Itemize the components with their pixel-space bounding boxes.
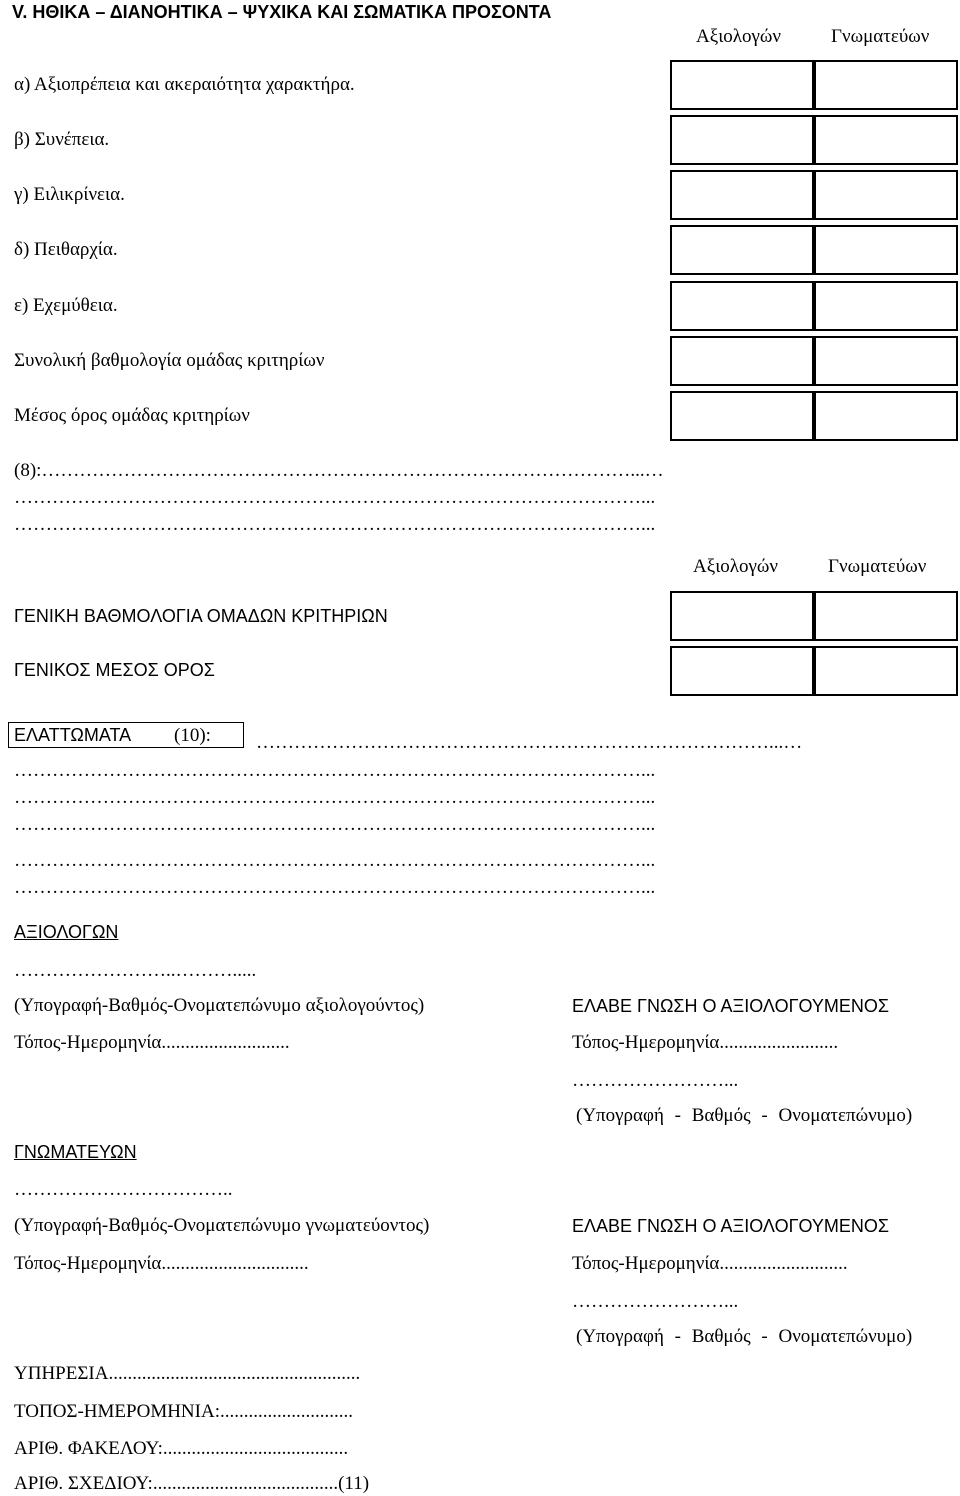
advisor-place-date[interactable]: Τόπος-Ημερομηνία............................... bbox=[14, 1253, 309, 1274]
faults-line6[interactable]: ………………………………………………………………………………………... bbox=[14, 877, 656, 898]
score-box-advisor-d[interactable] bbox=[814, 225, 958, 275]
score-box-evaluator-total[interactable] bbox=[670, 336, 814, 386]
advisor-ack-heading: ΕΛΑΒΕ ΓΝΩΣΗ Ο ΑΞΙΟΛΟΓΟΥΜΕΝΟΣ bbox=[572, 1216, 890, 1236]
score-box-advisor-c[interactable] bbox=[814, 170, 958, 220]
faults-line3[interactable]: ………………………………………………………………………………………... bbox=[14, 787, 656, 808]
advisor-ack-signature-line[interactable]: ……………………... bbox=[572, 1291, 739, 1312]
general-header-advisor: Γνωματεύων bbox=[828, 556, 927, 577]
score-box-evaluator-average[interactable] bbox=[670, 391, 814, 441]
score-box-evaluator-c[interactable] bbox=[670, 170, 814, 220]
note8-line2[interactable]: ………………………………………………………………………………………... bbox=[14, 487, 656, 508]
evaluator-signature-caption: (Υπογραφή-Βαθμός-Ονοματεπώνυμο αξιολογούντος) bbox=[14, 995, 425, 1016]
score-box-evaluator-d[interactable] bbox=[670, 225, 814, 275]
advisor-signature-caption: (Υπογραφή-Βαθμός-Ονοματεπώνυμο γνωματεύοντος) bbox=[14, 1215, 430, 1236]
criterion-c-label: γ) Ειλικρίνεια. bbox=[14, 184, 125, 205]
section-title: V. ΗΘΙΚΑ – ΔΙΑΝΟΗΤΙΚΑ – ΨΥΧΙΚΑ ΚΑΙ ΣΩΜΑΤΙΚΑ ΠΡΟΣΟΝΤΑ bbox=[12, 2, 552, 22]
column-header-evaluator: Αξιολογών bbox=[696, 26, 782, 47]
advisor-signature-line[interactable]: …………………………….. bbox=[14, 1179, 233, 1200]
advisor-heading: ΓΝΩΜΑΤΕΥΩΝ bbox=[14, 1142, 137, 1162]
group-average-label: Μέσος όρος ομάδας κριτηρίων bbox=[14, 405, 250, 426]
criterion-d-label: δ) Πειθαρχία. bbox=[14, 239, 118, 260]
general-average-box-evaluator[interactable] bbox=[670, 646, 814, 696]
evaluator-ack-place-date[interactable]: Τόπος-Ημερομηνία......................... bbox=[572, 1032, 839, 1053]
evaluator-ack-heading: ΕΛΑΒΕ ΓΝΩΣΗ Ο ΑΞΙΟΛΟΓΟΥΜΕΝΟΣ bbox=[572, 996, 890, 1016]
score-box-advisor-e[interactable] bbox=[814, 281, 958, 331]
general-average-label: ΓΕΝΙΚΟΣ ΜΕΣΟΣ ΟΡΟΣ bbox=[14, 660, 215, 680]
evaluator-ack-signature-line[interactable]: ……………………... bbox=[572, 1070, 739, 1091]
footer-place-date[interactable]: ΤΟΠΟΣ-ΗΜΕΡΟΜΗΝΙΑ:............................ bbox=[14, 1401, 353, 1422]
score-box-evaluator-a[interactable] bbox=[670, 60, 814, 110]
criterion-e-label: ε) Εχεμύθεια. bbox=[14, 295, 118, 316]
general-total-box-evaluator[interactable] bbox=[670, 591, 814, 641]
evaluator-ack-signature-caption: (Υπογραφή - Βαθμός - Ονοματεπώνυμο) bbox=[576, 1105, 913, 1126]
faults-line4[interactable]: ………………………………………………………………………………………... bbox=[14, 814, 656, 835]
advisor-ack-place-date[interactable]: Τόπος-Ημερομηνία........................... bbox=[572, 1253, 848, 1274]
footer-plan-number[interactable]: ΑΡΙΘ. ΣΧΕΔΙΟΥ:.......................................(11) bbox=[14, 1473, 370, 1494]
evaluator-signature-line[interactable]: ……………………..………..... bbox=[14, 960, 257, 981]
score-box-evaluator-b[interactable] bbox=[670, 115, 814, 165]
faults-label: ΕΛΑΤΤΩΜΑΤΑ bbox=[14, 725, 132, 745]
criterion-b-label: β) Συνέπεια. bbox=[14, 129, 110, 150]
group-total-label: Συνολική βαθμολογία ομάδας κριτηρίων bbox=[14, 350, 325, 371]
faults-line2[interactable]: ………………………………………………………………………………………... bbox=[14, 760, 656, 781]
note8-line3[interactable]: ………………………………………………………………………………………... bbox=[14, 514, 656, 535]
advisor-ack-signature-caption: (Υπογραφή - Βαθμός - Ονοματεπώνυμο) bbox=[576, 1326, 913, 1347]
footer-service[interactable]: ΥΠΗΡΕΣΙΑ..................................................... bbox=[14, 1363, 361, 1384]
column-header-advisor: Γνωματεύων bbox=[831, 26, 930, 47]
general-header-evaluator: Αξιολογών bbox=[693, 556, 779, 577]
general-total-label: ΓΕΝΙΚΗ ΒΑΘΜΟΛΟΓΙΑ ΟΜΑΔΩΝ ΚΡΙΤΗΡΙΩΝ bbox=[14, 606, 388, 626]
general-total-box-advisor[interactable] bbox=[814, 591, 958, 641]
score-box-evaluator-e[interactable] bbox=[670, 281, 814, 331]
evaluator-heading: ΑΞΙΟΛΟΓΩΝ bbox=[14, 922, 119, 942]
general-average-box-advisor[interactable] bbox=[814, 646, 958, 696]
evaluator-place-date[interactable]: Τόπος-Ημερομηνία........................... bbox=[14, 1032, 290, 1053]
footer-folder-number[interactable]: ΑΡΙΘ. ΦΑΚΕΛΟΥ:....................................... bbox=[14, 1438, 349, 1459]
faults-line1[interactable]: ………………………………………………………………………...… bbox=[256, 732, 803, 753]
faults-ref: (10): bbox=[174, 725, 211, 746]
score-box-advisor-average[interactable] bbox=[814, 391, 958, 441]
score-box-advisor-b[interactable] bbox=[814, 115, 958, 165]
note8-line1[interactable]: (8):…………………………………………………………………………………...… bbox=[14, 460, 664, 481]
score-box-advisor-a[interactable] bbox=[814, 60, 958, 110]
criterion-a-label: α) Αξιοπρέπεια και ακεραιότητα χαρακτήρα. bbox=[14, 74, 355, 95]
score-box-advisor-total[interactable] bbox=[814, 336, 958, 386]
faults-line5[interactable]: ………………………………………………………………………………………... bbox=[14, 850, 656, 871]
